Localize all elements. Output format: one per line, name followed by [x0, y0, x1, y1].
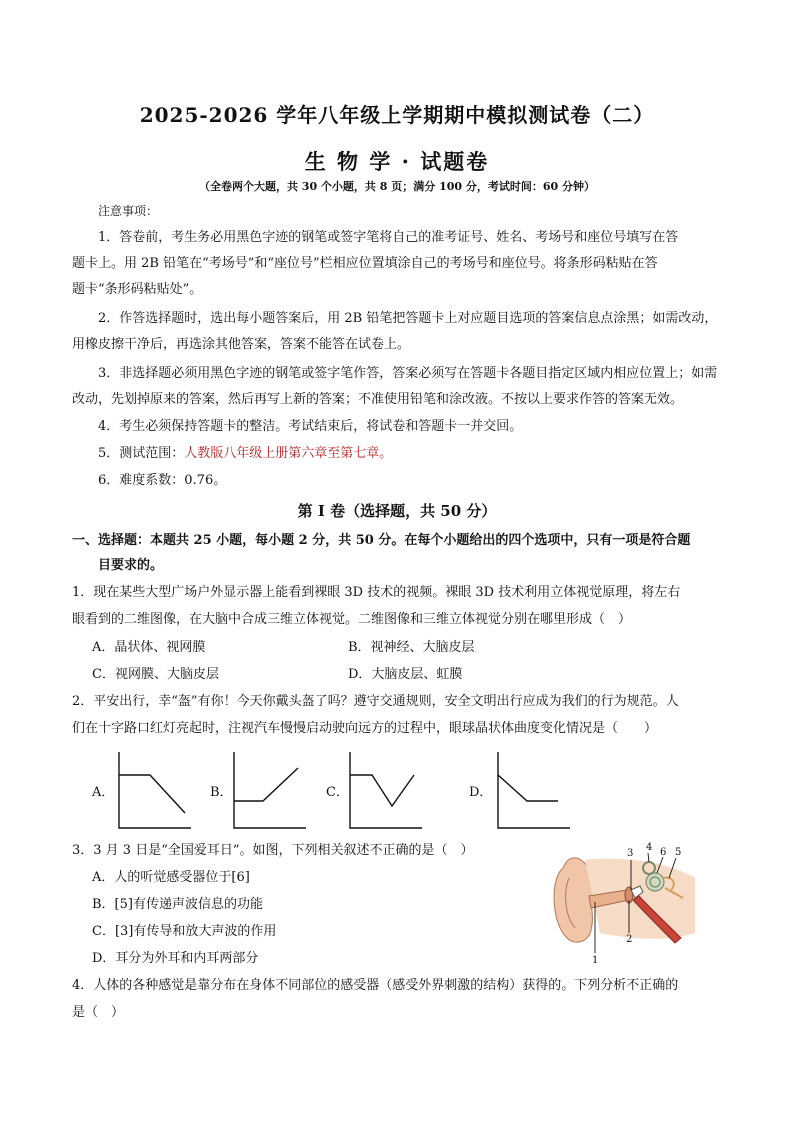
notice-item-2-line-2: 用橡皮擦干净后，再选涂其他答案，答案不能答在试卷上。 [72, 337, 411, 352]
scope-label: 5．测试范围： [98, 446, 185, 461]
q4-stem-line-1: 4．人体的各种感觉是靠分布在身体不同部位的感受器（感受外界刺激的结构）获得的。下列分析不正确的 [72, 978, 679, 993]
exam-subtitle: 生 物 学 · 试题卷 [304, 149, 490, 174]
section-1-line-2: 目要求的。 [98, 558, 164, 573]
q3-option-c[interactable]: C．[3]有传导和放大声波的作用 [92, 924, 277, 939]
section-1-line-1: 一、选择题：本题共 25 小题，每小题 2 分，共 50 分。在每个小题给出的四个选项中，只有一项是符合题 [72, 533, 691, 548]
q1-option-d[interactable]: D．大脑皮层、虹膜 [348, 667, 463, 682]
q2-option-c-label[interactable]: C． [326, 785, 349, 800]
q2-stem-line-2: 们在十字路口红灯亮起时，注视汽车慢慢启动驶向远方的过程中，眼球晶状体曲度变化情况是（ ） [72, 721, 658, 736]
notice-item-3-line-1: 3．非选择题必须用黑色字迹的钢笔或签字笔作答，答案必须写在答题卡各题目指定区域内相应位置上；如需 [98, 366, 718, 381]
q2-graph-b [234, 752, 306, 828]
ear-diagram [545, 838, 705, 968]
q2-graph-c [350, 752, 422, 828]
q2-option-a-label[interactable]: A． [92, 785, 115, 800]
q3-option-a[interactable]: A．人的听觉感受器位于[6] [92, 870, 250, 885]
q3-option-d[interactable]: D．耳分为外耳和内耳两部分 [92, 951, 259, 966]
ear-label-6: 6 [660, 847, 667, 858]
q1-option-b[interactable]: B．视神经、大脑皮层 [348, 640, 475, 655]
q2-option-b-label[interactable]: B． [210, 785, 233, 800]
q2-graph-d [498, 752, 570, 828]
q3-option-b[interactable]: B．[5]有传递声波信息的功能 [92, 897, 263, 912]
q1-stem-line-2: 眼看到的二维图像，在大脑中合成三维立体视觉。二维图像和三维立体视觉分别在哪里形成（ ） [72, 612, 632, 627]
notice-item-6: 6．难度系数：0.76。 [98, 473, 227, 488]
notice-item-4: 4．考生必须保持答题卡的整洁。考试结束后，将试卷和答题卡一并交回。 [98, 419, 523, 434]
q2-option-d-label[interactable]: D． [469, 785, 493, 800]
ear-label-4: 4 [646, 842, 653, 853]
notice-item-1-line-2: 题卡上。用 2B 铅笔在“考场号”和“座位号”栏相应位置填涂自己的考场号和座位号。将条形码粘贴在答 [72, 256, 658, 271]
ear-label-3: 3 [627, 848, 634, 859]
ear-label-2: 2 [626, 934, 633, 945]
notice-item-1-line-3: 题卡“条形码粘贴处”。 [72, 282, 203, 297]
scope-value: 人教版八年级上册第六章至第七章。 [184, 446, 393, 461]
notice-item-1-line-1: 1．答卷前，考生务必用黑色字迹的钢笔或签字笔将自己的准考证号、姓名、考场号和座位号填写在答 [98, 230, 679, 245]
ear-label-5: 5 [675, 847, 682, 858]
exam-info: （全卷两个大题，共 30 个小题，共 8 页；满分 100 分，考试时间：60 分钟） [198, 180, 596, 193]
q4-stem-line-2: 是（ ） [72, 1005, 125, 1020]
q1-stem-line-1: 1．现在某些大型广场户外显示器上能看到裸眼 3D 技术的视频。裸眼 3D 技术利用立体视觉原理，将左右 [72, 585, 681, 600]
notice-item-2-line-1: 2．作答选择题时，选出每小题答案后，用 2B 铅笔把答题卡上对应题目选项的答案信息点涂黑；如需改动， [98, 311, 718, 326]
q2-stem-line-1: 2．平安出行，幸“盔”有你！今天你戴头盔了吗？遵守交通规则，安全文明出行应成为我们的行为规范。人 [72, 694, 679, 709]
ear-label-1: 1 [592, 955, 599, 966]
q1-option-a[interactable]: A．晶状体、视网膜 [92, 640, 206, 655]
q1-option-c[interactable]: C．视网膜、大脑皮层 [92, 667, 219, 682]
q2-graph-a [119, 752, 191, 828]
part1-heading: 第 I 卷（选择题，共 50 分） [297, 502, 497, 520]
notice-heading: 注意事项： [98, 204, 159, 218]
exam-title: 2025-2026 学年八年级上学期期中模拟测试卷（二） [139, 103, 655, 127]
notice-item-3-line-2: 改动，先划掉原来的答案，然后再写上新的答案；不准使用铅笔和涂改液。不按以上要求作答的答案无效。 [72, 392, 684, 407]
q3-stem: 3．3 月 3 日是“全国爱耳日”。如图，下列相关叙述不正确的是（ ） [72, 843, 474, 858]
